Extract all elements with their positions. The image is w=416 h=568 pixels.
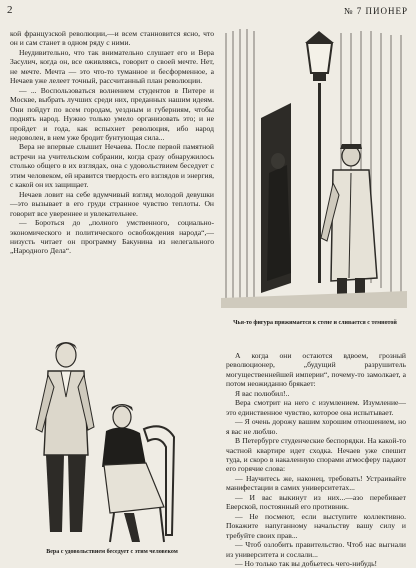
paragraph: Нечаев ловит на себе вдумчивый взгляд молодой девушки—это вызывает в его груди странное чувство теплоты. Он говорит все увереннее и увлекательнее.: [10, 189, 214, 218]
paragraph: — Научитесь же, наконец, требовать! Устраивайте манифестации в самих университетах...: [226, 473, 406, 493]
paragraph: — ... Воспользоваться волнением студентов в Питере и Москве, выбрать лучших среди них, преданных нашим идеям. Они пойдут по всем городам, уездным и губерниям, чтобы поднять народ. Нужно только умело организовать это; и не пройдет и года, как вспыхнет революция, ибо народ недоволен, в нем уже бродит бунтующая сила...: [10, 85, 214, 142]
paragraph: В Петербурге студенческие беспорядки. На какой-то частной квартире идет сходка. Нечаев уже спешит туда, и скоро в накаленную спорами атмосферу падают его горячие слова:: [226, 436, 406, 474]
right-text-column: [226, 351, 406, 568]
paragraph: — Но только так вы добьетесь чего-нибудь!: [235, 558, 378, 568]
paragraph: Неудивительно, что так внимательно слушает его и Вера Засулич, когда он, все оживляясь, говорит о своей мечте. Нет, не мечте. Мечта — это что-то туманное и бесформенное, а Нечаев уже лелеет точный, рассчитанный план революции.: [10, 47, 214, 86]
illustration-man-woman: [14, 337, 208, 547]
paragraph: Вера не впервые слышит Нечаева. После первой памятной встречи на учительском собрании, когда сразу обнаружилось столько общего в их взглядах, она с удовольствием беседует с этим человеком, ей нравится твердость его взглядов и энергия, с какой он их защищает.: [10, 142, 214, 190]
paragraph: А когда они остаются вдвоем, грозный революционер, „будущий разрушитель могущественнейшей империи“, почему-то замолкает, а потом неожиданно брякает:: [226, 351, 406, 389]
paragraph: — И вас выкинут из них...—азо перебивает Еверской, постоянный его противник.: [226, 492, 406, 512]
paragraph: — Не посмеют, если выступите коллективно. Покажите напуганному начальству вашу силу и требуйте своих прав...: [226, 511, 406, 540]
illustration-lamp-figures: [221, 23, 407, 308]
paragraph: Вера смотрит на него с изумлением. Изумление—это единственное чувство, которое она испытывает.: [226, 398, 406, 417]
illustration-caption-top: Чья-то фигура прижимается к стене и сливается с темнотой: [233, 320, 397, 326]
paragraph: — Я очень дорожу вашим хорошим отношением, но я вас не люблю.: [226, 417, 406, 436]
page-number: 2: [7, 4, 13, 16]
paragraph: — Бороться до „полного умственного, социально-экономического и политического освобождения народа“,—низусть читает он программу Бакунина из нелегального „Народного Дела“.: [10, 218, 214, 256]
paragraph: — Чтоб озлобить правительство. Чтоб нас выгнали из университета и сослали...: [226, 540, 406, 559]
left-text-column: [10, 29, 214, 256]
magazine-header: № 7 ПИОНЕР: [343, 6, 408, 16]
paragraph: Я вас полюбил!..: [235, 388, 290, 398]
illustration-caption-bottom: Вера с удовольствием беседует с этим человеком: [46, 549, 178, 555]
paragraph: кой французской революции,—и всем станновится ясно, что он и сам станет в одном ряду с ними.: [10, 29, 214, 48]
